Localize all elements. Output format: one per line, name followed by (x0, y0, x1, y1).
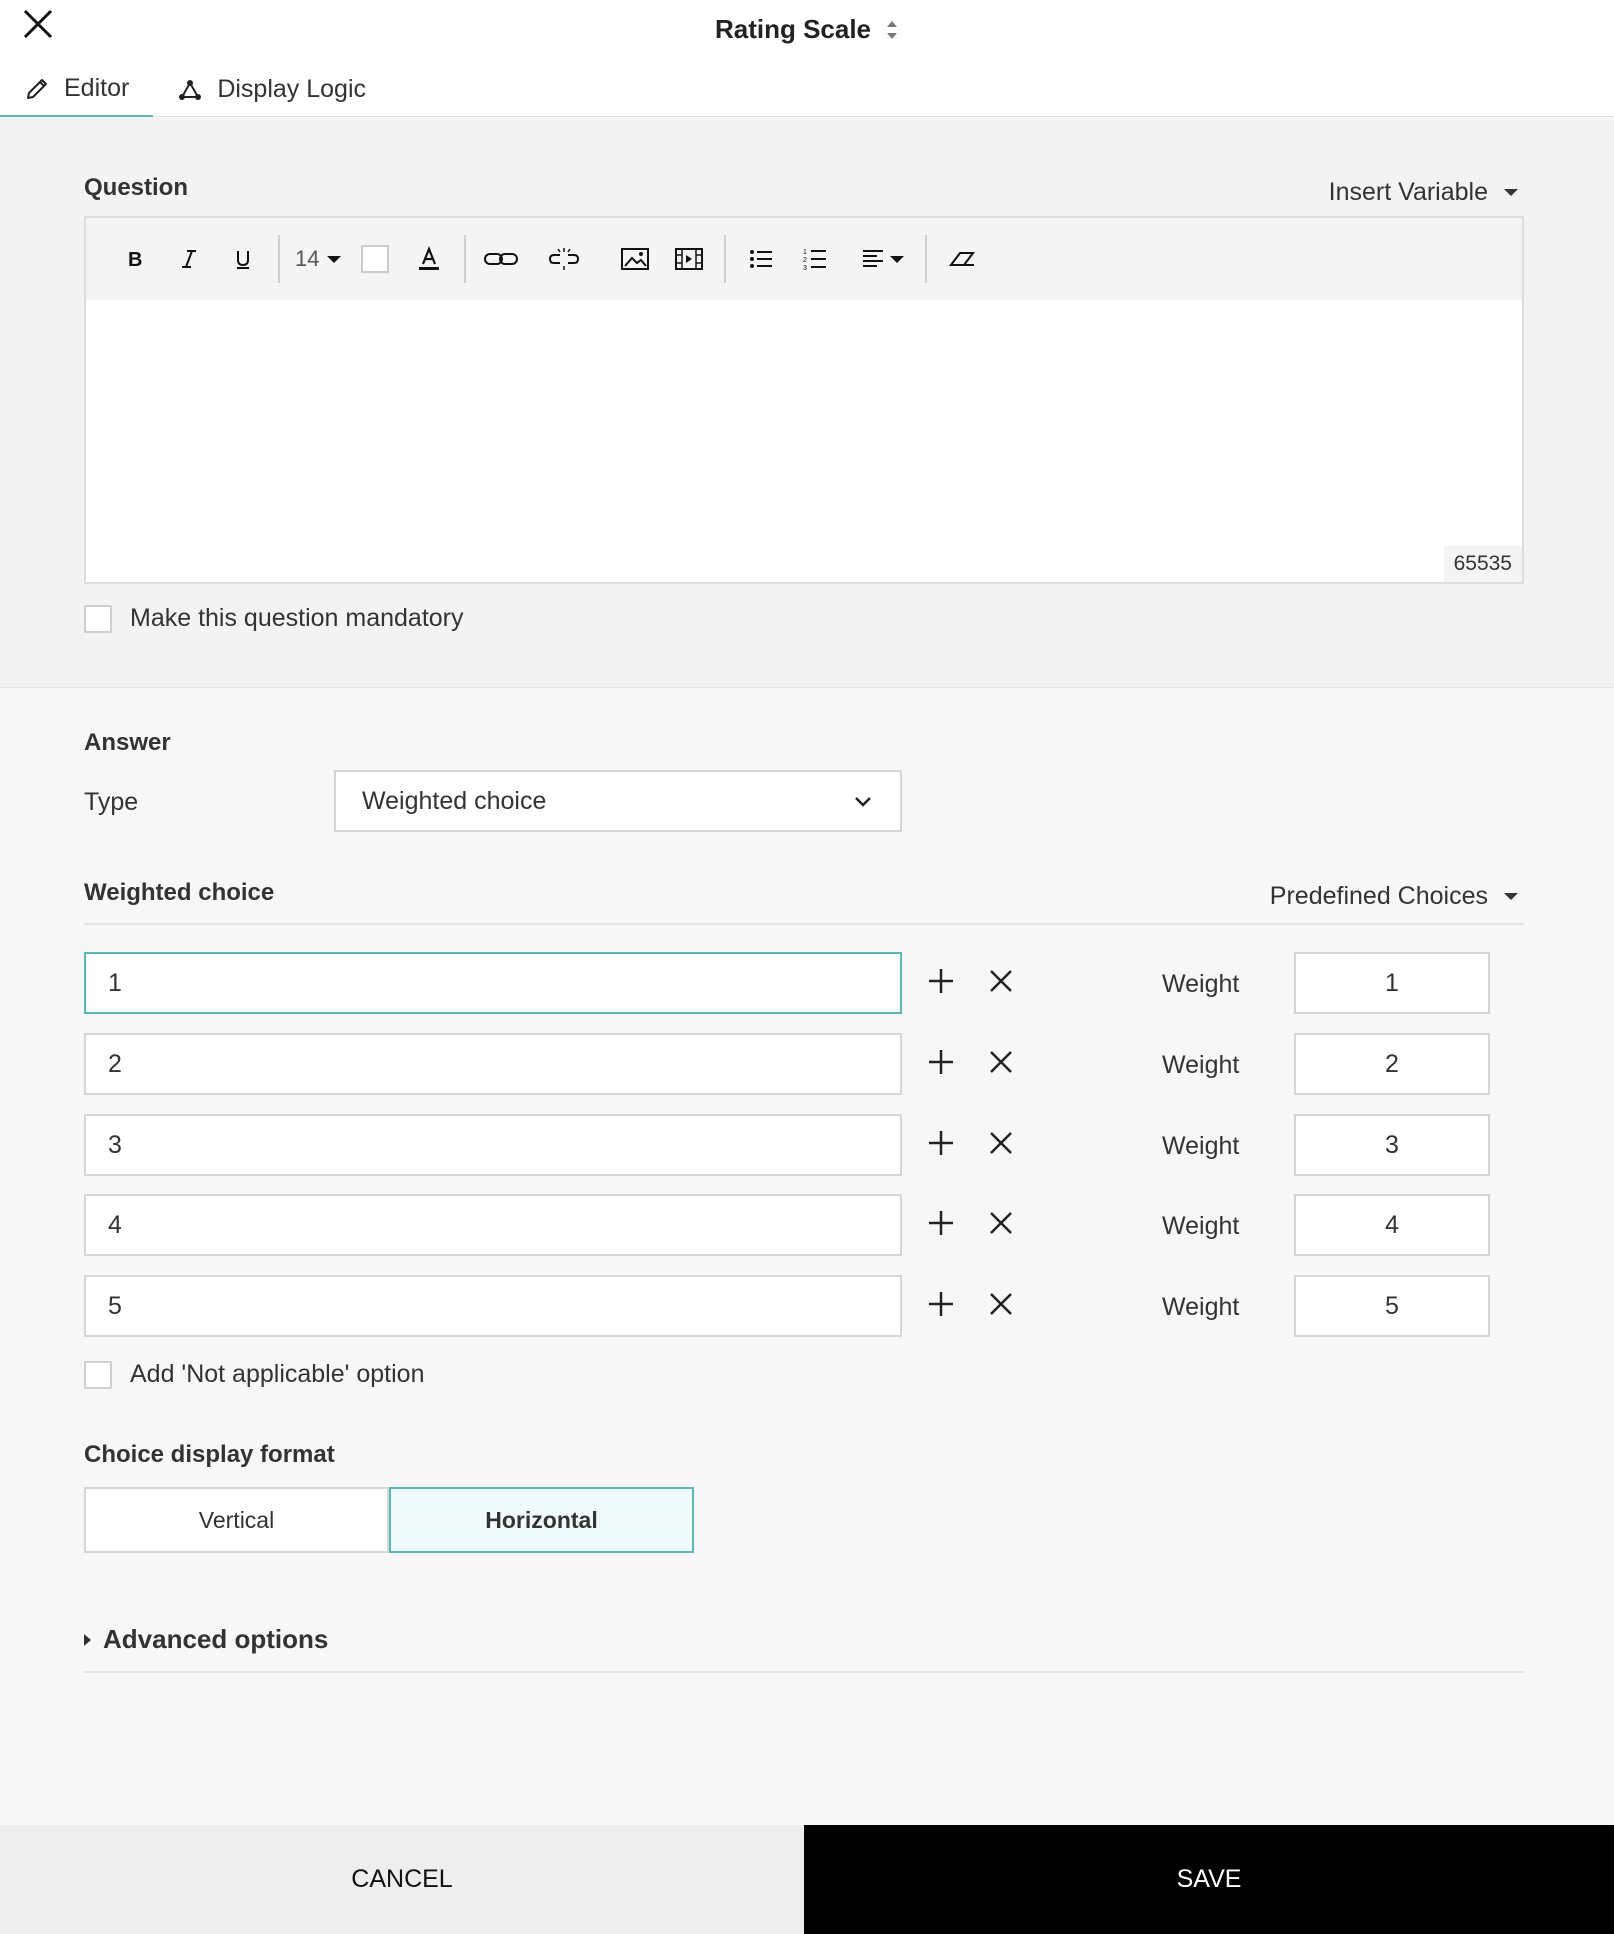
choice-row (84, 952, 1504, 1014)
caret-down-icon (1504, 893, 1518, 900)
text-color-icon (417, 246, 441, 272)
weight-label: Weight (1162, 1293, 1240, 1321)
toolbar-divider (278, 235, 280, 283)
mandatory-checkbox[interactable] (84, 605, 112, 633)
choice-input[interactable]: 3 (84, 1114, 902, 1176)
footer (0, 1825, 1614, 1934)
display-format-toggle (84, 1487, 694, 1553)
predefined-choices-dropdown[interactable] (1270, 882, 1518, 911)
pencil-icon (24, 76, 50, 102)
mandatory-label: Make this question mandatory (130, 604, 464, 632)
weight-input[interactable]: 1 (1294, 952, 1490, 1014)
caret-down-icon (1504, 189, 1518, 196)
svg-text:3: 3 (803, 265, 808, 271)
advanced-options-toggle[interactable] (84, 1624, 328, 1655)
header (0, 0, 1614, 117)
weight-input[interactable]: 2 (1294, 1033, 1490, 1095)
add-choice-icon[interactable] (926, 1047, 956, 1077)
not-applicable-checkbox-row[interactable] (84, 1360, 424, 1389)
editor-content-area[interactable] (86, 300, 1522, 582)
color-swatch-icon (361, 245, 389, 273)
toolbar-divider (464, 235, 466, 283)
title-wrap (0, 14, 1614, 45)
font-size-value: 14 (295, 246, 320, 271)
answer-label: Answer (84, 729, 171, 756)
image-icon (621, 247, 649, 271)
question-type-title[interactable] (715, 14, 899, 45)
bold-icon (125, 248, 145, 270)
logic-nodes-icon (177, 77, 203, 103)
not-applicable-label: Add 'Not applicable' option (130, 1360, 425, 1388)
link-icon (483, 249, 519, 269)
eraser-icon (948, 248, 976, 270)
background-color-button[interactable] (355, 239, 395, 279)
numbered-list-button[interactable] (795, 239, 835, 279)
choice-row (84, 1114, 1504, 1176)
svg-text:1: 1 (803, 249, 808, 256)
choice-input[interactable]: 5 (84, 1275, 902, 1337)
underline-icon (233, 248, 253, 270)
tab-bar (0, 62, 390, 117)
weight-label: Weight (1162, 970, 1240, 998)
insert-variable-label: Insert Variable (1328, 178, 1488, 206)
svg-text:2: 2 (803, 257, 808, 264)
italic-icon (179, 248, 199, 270)
insert-video-button[interactable] (669, 239, 709, 279)
remove-choice-icon[interactable] (988, 1210, 1014, 1236)
format-vertical-button[interactable]: Vertical (84, 1487, 389, 1553)
underline-button[interactable] (223, 239, 263, 279)
tab-display-logic[interactable] (153, 62, 390, 117)
add-choice-icon[interactable] (926, 966, 956, 996)
bold-button[interactable] (115, 239, 155, 279)
bulleted-list-button[interactable] (741, 239, 781, 279)
answer-type-select[interactable] (334, 770, 902, 832)
choice-input[interactable]: 1 (84, 952, 902, 1014)
answer-section (0, 689, 1614, 1825)
weight-label: Weight (1162, 1212, 1240, 1240)
weight-label: Weight (1162, 1132, 1240, 1160)
font-size-dropdown[interactable] (295, 239, 341, 279)
sort-arrows-icon (885, 19, 899, 41)
remove-choice-icon[interactable] (988, 1130, 1014, 1156)
choice-row (84, 1275, 1504, 1337)
add-choice-icon[interactable] (926, 1289, 956, 1319)
save-button[interactable]: SAVE (804, 1825, 1614, 1934)
caret-right-icon (84, 1634, 91, 1646)
rich-text-editor (84, 216, 1524, 584)
tab-editor[interactable] (0, 62, 153, 117)
add-choice-icon[interactable] (926, 1128, 956, 1158)
remove-choice-icon[interactable] (988, 1049, 1014, 1075)
insert-link-button[interactable] (481, 239, 521, 279)
char-count: 65535 (1444, 546, 1522, 582)
caret-down-icon (327, 256, 341, 263)
type-label: Type (84, 788, 139, 816)
align-left-icon (862, 249, 884, 269)
bulleted-list-icon (749, 248, 773, 270)
format-horizontal-button[interactable]: Horizontal (389, 1487, 694, 1553)
weight-input[interactable]: 5 (1294, 1275, 1490, 1337)
insert-image-button[interactable] (615, 239, 655, 279)
predefined-choices-label: Predefined Choices (1269, 882, 1488, 910)
weight-input[interactable]: 3 (1294, 1114, 1490, 1176)
tab-display-logic-label: Display Logic (217, 75, 366, 103)
question-section (0, 118, 1614, 688)
cancel-button[interactable]: CANCEL (0, 1825, 804, 1934)
answer-type-value: Weighted choice (362, 786, 547, 815)
question-label: Question (84, 174, 189, 201)
not-applicable-checkbox[interactable] (84, 1361, 112, 1389)
divider (84, 923, 1524, 925)
choice-row (84, 1194, 1504, 1256)
remove-choice-icon[interactable] (988, 1291, 1014, 1317)
choice-input[interactable]: 4 (84, 1194, 902, 1256)
weight-label: Weight (1162, 1051, 1240, 1079)
toolbar-divider (925, 235, 927, 283)
italic-button[interactable] (169, 239, 209, 279)
caret-down-icon (890, 256, 904, 263)
tab-editor-label: Editor (64, 74, 130, 102)
text-color-button[interactable] (409, 239, 449, 279)
align-dropdown[interactable] (862, 239, 904, 279)
choice-row (84, 1033, 1504, 1095)
weighted-choice-label: Weighted choice (84, 879, 275, 906)
page-title: Rating Scale (714, 14, 872, 44)
toolbar-divider (724, 235, 726, 283)
remove-link-button[interactable] (544, 239, 584, 279)
weight-input[interactable]: 4 (1294, 1194, 1490, 1256)
numbered-list-icon (803, 247, 827, 271)
chevron-down-icon (854, 792, 872, 810)
video-icon (675, 247, 703, 271)
remove-choice-icon[interactable] (988, 968, 1014, 994)
choice-input[interactable]: 2 (84, 1033, 902, 1095)
divider (84, 1671, 1524, 1673)
add-choice-icon[interactable] (926, 1208, 956, 1238)
mandatory-checkbox-row[interactable] (84, 604, 464, 633)
clear-formatting-button[interactable] (942, 239, 982, 279)
svg-text:B: B (128, 249, 143, 270)
editor-toolbar (86, 218, 1522, 300)
insert-variable-dropdown[interactable] (1329, 178, 1518, 207)
advanced-options-label: Advanced options (103, 1624, 329, 1654)
display-format-label: Choice display format (84, 1441, 335, 1468)
unlink-icon (548, 246, 580, 272)
